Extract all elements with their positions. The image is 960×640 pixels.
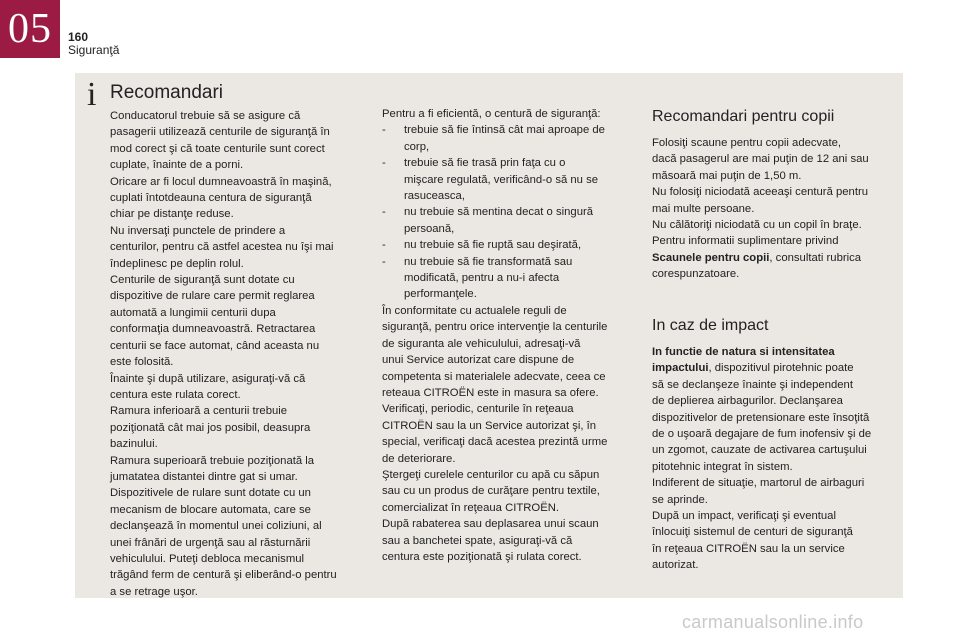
list-item-text (404, 122, 637, 155)
text-line: bazinului. (110, 438, 158, 451)
column-belt-efficiency (382, 106, 637, 565)
text-line: trebuie să fie întinsă cât mai aproape de (404, 124, 605, 137)
text-line: centura este rulata corect. (110, 388, 241, 401)
text-line: corp, (404, 140, 430, 153)
bold-reference: Scaunele pentru copii (652, 251, 770, 264)
column-child-recommendations (652, 107, 894, 283)
list-item (382, 237, 637, 253)
text-line: măsoară mai puţin de 1,50 m. (652, 169, 802, 182)
text-line: autorizat. (652, 559, 699, 572)
text-line: dacă pasagerul are mai puţin de 12 ani sau (652, 153, 869, 166)
text-line: După rabaterea sau deplasarea unui scaun (382, 518, 599, 531)
text-line: performanţele. (404, 288, 477, 301)
text-line: Centurile de siguranţă sunt dotate cu (110, 274, 295, 287)
list-item (382, 122, 637, 155)
text-line: declanşează în momentul unei coliziuni, al (110, 520, 322, 533)
text-line: dispozitivelor de pretensionare este însoţită (652, 411, 870, 424)
text-line: centurilor, pentru că astfel acestea nu îşi mai (110, 241, 334, 254)
text-line: competenta si materialele adecvate, ceea ce (382, 370, 606, 383)
section-title: Siguranţă (68, 43, 120, 57)
text-line: un zgomot, cauzate de activarea cartuşului (652, 444, 867, 457)
text-line: pitotehnic integrat în sistem. (652, 460, 793, 473)
list-dash: - (382, 124, 386, 137)
text-line: cuplate, înainte de a porni. (110, 159, 244, 172)
text-line: de deplierea airbagurilor. Declanşarea (652, 395, 843, 408)
text-line: După un impact, verificaţi şi eventual (652, 510, 836, 523)
text-line: a se retrage uşor. (110, 585, 198, 598)
text-line: în reţeaua CITROËN sau la un service (652, 542, 845, 555)
list-item-text (404, 237, 637, 253)
text-line: Ramura inferioară a centurii trebuie (110, 405, 288, 418)
text-line: unui Service autorizat care dispune de (382, 354, 575, 367)
text-line: mod corect şi că toate centurile sunt corect (110, 142, 325, 155)
text-line: Nu folosiţi niciodată aceeaşi centură pentru (652, 186, 869, 199)
list-item-text (404, 204, 637, 237)
text-line: nu trebuie să fie transformată sau (404, 255, 573, 268)
text-line: Verificaţi, periodic, centurile în reţeaua (382, 403, 574, 416)
text-line: centura este poziţionată şi rulata corect. (382, 550, 582, 563)
text-line: Conducatorul trebuie să se asigure că (110, 110, 301, 122)
text-line: În conformitate cu actualele reguli de (382, 304, 567, 317)
text-line: înlocuiţi sistemul de centuri de siguranţă (652, 526, 853, 539)
text-line: nu trebuie să mentina decat o singură (404, 206, 594, 219)
text-line (652, 360, 894, 376)
list-item (382, 254, 637, 303)
text-line: nu trebuie să fie ruptă sau deşirată, (404, 239, 582, 252)
text-line: corespunzatoare. (652, 268, 740, 281)
text-line (652, 344, 894, 360)
text-line: Nu călătoriţi niciodată cu un copil în braţe. (652, 219, 862, 232)
text-line: mecanism de blocare automata, care se (110, 503, 311, 516)
list-item (382, 204, 637, 237)
bold-text: In functie de natura si intensitatea (652, 346, 835, 358)
text-line: de o uşoară degajare de fum inofensiv şi de (652, 428, 872, 441)
text-line: CITROËN sau la un Service autorizat şi, în (382, 419, 597, 432)
text-line: îndeplinesc pe deplin rolul. (110, 257, 244, 270)
list-item-text (404, 254, 637, 303)
text-line: unei frânări de urgenţă sau al răsturnării (110, 536, 311, 549)
column-recommendations (110, 82, 370, 600)
text-line: chiar pe distanţe reduse. (110, 208, 234, 221)
text-line: de deteriorare. (382, 452, 456, 465)
text-line: de siguranta ale vehiculului, adresaţi-vă (382, 337, 581, 350)
text-line: se aprinde. (652, 493, 708, 506)
text-line: Înainte şi după utilizare, asiguraţi-vă că (110, 372, 306, 385)
text-line: jumatatea distantei dintre gat si umar. (110, 470, 298, 483)
text-line: vehiculului. Puteţi debloca mecanismul (110, 552, 305, 565)
text-line: sau a banchetei spate, asiguraţi-vă că (382, 534, 573, 547)
text-line: Pentru informatii suplimentare privind (652, 235, 839, 248)
text-line: Ramura superioară trebuie poziţionată la (110, 454, 315, 467)
text-line: automată a lungimii centurii dupa (110, 306, 276, 319)
text-line: reteaua CITROËN este in masura sa ofere. (382, 386, 599, 399)
list-dash: - (382, 239, 386, 252)
text-span: , dispozitivul pirotehnic poate (708, 362, 854, 375)
list-item (382, 155, 637, 204)
text-line: persoană, (404, 222, 455, 235)
text-span: , consultati rubrica (769, 251, 862, 264)
text-line: trebuie să fie trasă prin faţa cu o (404, 157, 566, 170)
text-line: conformaţia dumneavoastră. Retractarea (110, 323, 316, 336)
bold-text: impactului (652, 362, 709, 375)
list-dash: - (382, 157, 386, 170)
text-line: Folosiţi scaune pentru copii adecvate, (652, 137, 842, 149)
text-line: Nu inversaţi punctele de prindere a (110, 224, 286, 237)
chapter-tab: 05 (0, 0, 60, 58)
text-line: Oricare ar fi locul dumneavoastră în maşină, (110, 175, 332, 188)
page-number: 160 (68, 30, 89, 44)
text-line: trăgând ferm de centură şi eliberând-o pentru (110, 569, 337, 582)
text-line: comercializat în reţeaua CITROËN. (382, 501, 560, 514)
text-line: rasuceasca, (404, 190, 465, 203)
text-line: pasagerii utilizează centurile de siguranţă în (110, 126, 330, 139)
text-line: este folosită. (110, 356, 174, 369)
text-line: modificată, pentru a nu-i afecta (404, 272, 560, 285)
intro-text: Pentru a fi eficientă, o centură de siguranţă: (382, 108, 601, 120)
heading-child-recommendations: Recomandari pentru copii (652, 108, 835, 125)
text-line: dispozitive de rulare care permit reglarea (110, 290, 315, 303)
text-line: mişcare regulată, verificând-o să nu se (404, 173, 599, 186)
list-item-text (404, 155, 637, 204)
watermark: carmanualsonline.info (682, 612, 864, 632)
column-impact (652, 316, 894, 574)
text-line: mai multe persoane. (652, 202, 755, 215)
text-line: special, verificaţi dacă acestea prezintă urme (382, 436, 608, 449)
heading-recommendations: Recomandari (110, 82, 223, 103)
list-dash: - (382, 206, 386, 219)
text-line: Dispozitivele de rulare sunt dotate cu un (110, 487, 311, 500)
text-line: să se declanşeze înainte şi independent (652, 378, 853, 391)
text-line: poziţionată cât mai jos posibil, deasupra (110, 421, 311, 434)
info-icon: i (87, 76, 97, 113)
text-line: Ştergeţi curelele centurilor cu apă cu săpun (382, 468, 600, 481)
text-line: siguranţă, pentru orice intervenţie la centurile (382, 321, 608, 334)
text-line: sau cu un produs de curăţare pentru textile, (382, 485, 600, 498)
text-line (652, 250, 894, 266)
heading-impact: In caz de impact (652, 317, 769, 334)
list-dash: - (382, 255, 386, 268)
text-line: Indiferent de situaţie, martorul de airbaguri (652, 477, 865, 490)
text-line: centurii se face automat, când aceasta nu (110, 339, 320, 352)
text-line: cuplati întotdeauna centura de siguranţă (110, 192, 312, 205)
